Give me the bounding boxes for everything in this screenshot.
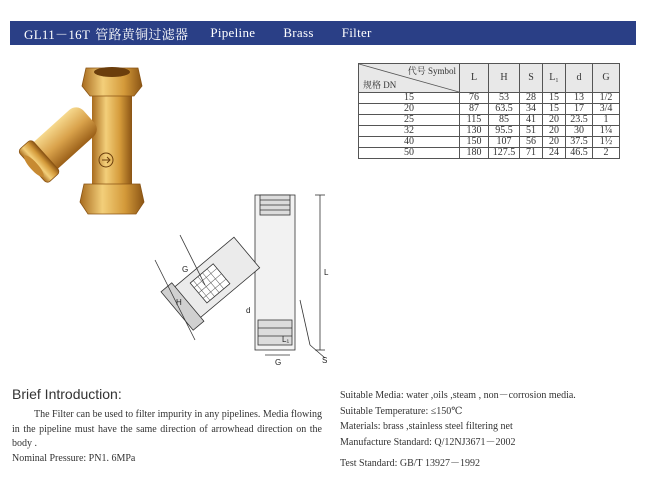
column-header: L₁ bbox=[543, 64, 566, 93]
table-cell: 20 bbox=[543, 137, 566, 148]
table-cell: 3/4 bbox=[593, 104, 620, 115]
table-cell: 25 bbox=[359, 115, 460, 126]
suitable-media: Suitable Media: water ,oils ,steam , non－corrosion media. bbox=[340, 390, 576, 401]
column-header: G bbox=[593, 64, 620, 93]
spec-list bbox=[340, 388, 640, 472]
table-cell: 1¼ bbox=[593, 126, 620, 137]
table-cell: 87 bbox=[460, 104, 489, 115]
table-cell: 71 bbox=[520, 148, 543, 159]
table-cell: 24 bbox=[543, 148, 566, 159]
table-cell: 23.5 bbox=[566, 115, 593, 126]
title-word-filter: Filter bbox=[341, 25, 372, 40]
table-cell: 51 bbox=[520, 126, 543, 137]
table-cell: 30 bbox=[566, 126, 593, 137]
suitable-temperature: Suitable Temperature: ≤150℃ bbox=[340, 405, 463, 417]
table-cell: 20 bbox=[543, 115, 566, 126]
materials: Materials: brass ,stainless steel filtering net bbox=[340, 421, 513, 432]
column-header: H bbox=[489, 64, 520, 93]
table-cell: 130 bbox=[460, 126, 489, 137]
label-g-top: G bbox=[182, 265, 189, 274]
table-cell: 127.5 bbox=[489, 148, 520, 159]
brief-introduction bbox=[12, 386, 322, 464]
table-cell: 34 bbox=[520, 104, 543, 115]
title-word-pipeline: Pipeline bbox=[210, 25, 256, 40]
header-symbol-label: 代号 Symbol bbox=[407, 66, 456, 76]
table-cell: 46.5 bbox=[566, 148, 593, 159]
column-header: d bbox=[566, 64, 593, 93]
table-cell: 50 bbox=[359, 148, 460, 159]
product-photo bbox=[14, 60, 146, 220]
table-cell: 56 bbox=[520, 137, 543, 148]
table-cell: 1 bbox=[593, 115, 620, 126]
table-cell: 1/2 bbox=[593, 93, 620, 104]
table-cell: 107 bbox=[489, 137, 520, 148]
table-cell: 15 bbox=[359, 93, 460, 104]
table-row bbox=[359, 93, 620, 104]
label-l: L bbox=[324, 268, 329, 277]
table-cell: 20 bbox=[543, 126, 566, 137]
table-cell: 28 bbox=[520, 93, 543, 104]
table-cell: 180 bbox=[460, 148, 489, 159]
intro-body bbox=[12, 408, 322, 452]
table-row bbox=[359, 148, 620, 159]
title-bar bbox=[10, 21, 636, 45]
table-cell: 40 bbox=[359, 137, 460, 148]
table-cell: 15 bbox=[543, 93, 566, 104]
model-code: GL11－16T bbox=[24, 26, 91, 42]
technical-drawing bbox=[150, 190, 350, 370]
label-d: d bbox=[246, 306, 251, 315]
table-cell: 17 bbox=[566, 104, 593, 115]
table-row bbox=[359, 137, 620, 148]
table-row bbox=[359, 126, 620, 137]
table-cell: 32 bbox=[359, 126, 460, 137]
table-cell: 1½ bbox=[593, 137, 620, 148]
table-cell: 2 bbox=[593, 148, 620, 159]
table-row bbox=[359, 115, 620, 126]
table-cell: 37.5 bbox=[566, 137, 593, 148]
table-cell: 150 bbox=[460, 137, 489, 148]
table-row bbox=[359, 104, 620, 115]
label-s: S bbox=[322, 356, 328, 365]
table-cell: 85 bbox=[489, 115, 520, 126]
table-cell: 13 bbox=[566, 93, 593, 104]
header-dn-label: 规格 DN bbox=[363, 80, 397, 90]
nominal-pressure: Nominal Pressure: PN1. 6MPa bbox=[12, 452, 136, 464]
label-h: H bbox=[176, 298, 182, 307]
table-cell: 20 bbox=[359, 104, 460, 115]
table-cell: 115 bbox=[460, 115, 489, 126]
table-corner-cell bbox=[359, 64, 460, 93]
column-header: L bbox=[460, 64, 489, 93]
chinese-title: 管路黄铜过滤器 bbox=[95, 26, 189, 42]
manufacture-standard: Manufacture Standard: Q/12NJ3671－2002 bbox=[340, 436, 516, 448]
spec-table bbox=[358, 63, 620, 159]
label-l1: L₁ bbox=[282, 335, 290, 344]
intro-title: Brief Introduction: bbox=[12, 386, 122, 402]
table-cell: 63.5 bbox=[489, 104, 520, 115]
table-cell: 15 bbox=[543, 104, 566, 115]
table-cell: 95.5 bbox=[489, 126, 520, 137]
table-cell: 53 bbox=[489, 93, 520, 104]
column-header: S bbox=[520, 64, 543, 93]
table-cell: 41 bbox=[520, 115, 543, 126]
title-word-brass: Brass bbox=[283, 25, 314, 40]
table-header-row bbox=[359, 64, 620, 93]
table-cell: 76 bbox=[460, 93, 489, 104]
label-g-bottom: G bbox=[275, 358, 282, 367]
intro-text: The Filter can be used to filter impurity in any pipelines. Media flowing in the pipeline must have the same direction of arrowhead direction on the body . bbox=[12, 409, 322, 450]
test-standard: Test Standard: GB/T 13927－1992 bbox=[340, 458, 480, 469]
